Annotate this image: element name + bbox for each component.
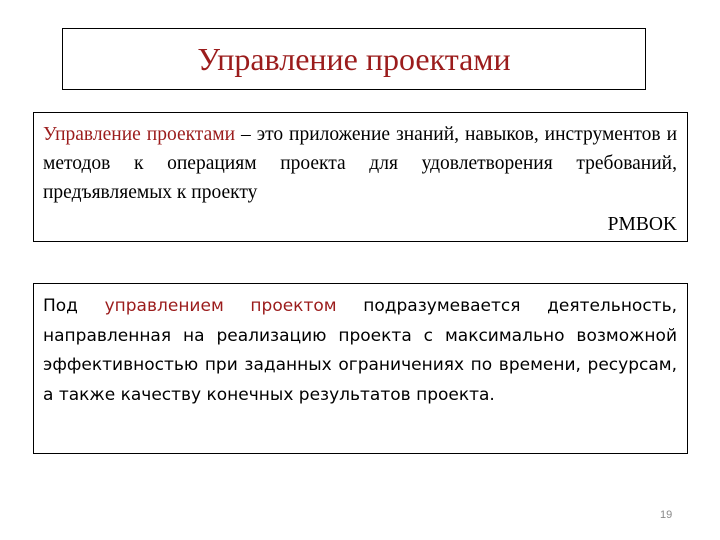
title-box bbox=[62, 28, 646, 90]
pmbok-definition-term: Управление проектами bbox=[43, 124, 236, 145]
general-definition-prefix: Под bbox=[43, 296, 105, 316]
general-definition-box bbox=[33, 283, 688, 454]
pmbok-source: PMBOK bbox=[607, 214, 677, 235]
pmbok-definition-body: – это приложение знаний, навыков, инструментов и методов к операциям проекта для удовлетворения требований, предъявляемых к проекту bbox=[43, 124, 678, 203]
general-definition-term: управлением проектом bbox=[104, 296, 337, 316]
slide-title: Управление проектами bbox=[197, 40, 511, 77]
general-definition-body: подразумевается деятельность, направленная на реализацию проекта с максимально возможной эффективностью при заданных ограничениях по времени, ресурсам, а также качеству конечных результатов проекта. bbox=[43, 296, 678, 405]
general-definition-text bbox=[43, 292, 677, 410]
pmbok-definition-box bbox=[33, 112, 688, 242]
page-number: 19 bbox=[660, 509, 673, 521]
pmbok-definition-text bbox=[43, 120, 677, 207]
